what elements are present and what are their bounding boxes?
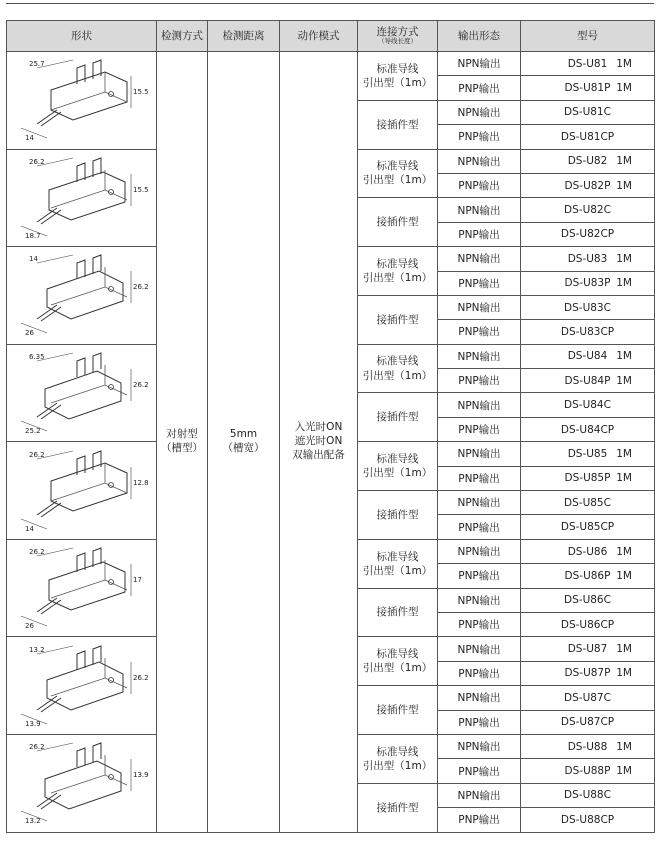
connection-cable-cell [358,52,438,101]
model-number: DS-U83C [564,301,611,314]
connection-cable-line1: 标准导线 [376,452,419,465]
spec-table [6,20,655,833]
model-cell [521,369,655,393]
output-cell: NPN输出 [438,588,521,612]
output-cell: NPN输出 [438,344,521,368]
sensor-diagram [7,249,157,341]
output-cell: PNP输出 [438,661,521,685]
model-cell [521,320,655,344]
top-rule [6,3,654,4]
model-cell [521,539,655,563]
model-cell [521,564,655,588]
model-cell [521,515,655,539]
output-cell: PNP输出 [438,369,521,393]
shape-diagram-cell [7,442,157,540]
output-cell: PNP输出 [438,125,521,149]
cable-length: 1M [616,82,632,95]
header-row [7,21,655,52]
sensor-diagram [7,737,157,829]
dimension-label: 26 [25,329,34,338]
output-cell: NPN输出 [438,198,521,222]
model-number: DS-U81P [564,82,611,95]
action-line2: 遮光时ON [294,434,343,447]
dimension-label: 26.2 [29,548,45,557]
model-cell [521,759,655,783]
output-cell: NPN输出 [438,686,521,710]
model-number: DS-U81 [567,57,608,70]
output-cell: NPN输出 [438,734,521,758]
distance-line2: （槽宽） [222,441,265,454]
model-number: DS-U85P [564,472,611,485]
sensor-diagram [7,640,157,732]
connection-cable-line2: 引出型（1m） [362,76,433,89]
model-number: DS-U84C [564,399,611,412]
dimension-label: 18.7 [25,231,41,240]
output-cell: NPN输出 [438,52,521,76]
connection-cable-line2: 引出型（1m） [362,467,433,480]
model-cell [521,198,655,222]
sensor-body [51,463,127,511]
header-distance: 检测距离 [208,21,280,52]
connection-cable-line1: 标准导线 [376,745,419,758]
output-cell: NPN输出 [438,442,521,466]
output-cell: PNP输出 [438,710,521,734]
connection-cable-cell [358,344,438,393]
model-number: DS-U83CP [560,325,615,338]
connection-cable-line1: 标准导线 [376,257,419,270]
sensor-body [51,72,127,120]
model-cell [521,588,655,612]
shape-diagram-cell [7,539,157,637]
model-cell [521,491,655,515]
dimension-label: 6.35 [29,352,45,361]
sensor-body [47,662,123,710]
cable-length: 1M [616,740,632,753]
sensor-diagram [7,54,157,146]
output-cell: NPN输出 [438,783,521,807]
model-cell [521,686,655,710]
model-number: DS-U82 [567,155,608,168]
model-cell [521,612,655,636]
output-cell: PNP输出 [438,759,521,783]
distance-line1: 5mm [229,428,258,441]
cable-length: 1M [616,155,632,168]
model-number: DS-U87 [567,643,608,656]
model-number: DS-U88 [567,740,608,753]
connection-cable-cell [358,637,438,686]
shape-diagram-cell [7,637,157,735]
cable-length: 1M [616,252,632,265]
connection-cable-cell [358,149,438,198]
model-number: DS-U84 [567,350,608,363]
sensor-diagram [7,445,157,537]
distance-cell [208,52,280,833]
sensor-diagram [7,542,157,634]
dimension-label: 13.9 [133,771,149,780]
model-cell [521,271,655,295]
action-line3: 双输出配备 [292,448,345,461]
output-cell: PNP输出 [438,417,521,441]
output-cell: NPN输出 [438,149,521,173]
connection-cable-line2: 引出型（1m） [362,662,433,675]
output-cell: NPN输出 [438,637,521,661]
connection-cable-line1: 标准导线 [376,160,419,173]
output-cell: PNP输出 [438,271,521,295]
shape-diagram-cell [7,52,157,150]
model-number: DS-U88C [564,789,611,802]
dimension-label: 26.2 [133,283,149,292]
cable-length: 1M [616,569,632,582]
header-shape: 形状 [7,21,157,52]
dimension-label: 13.2 [25,817,41,826]
model-cell [521,661,655,685]
output-cell: NPN输出 [438,393,521,417]
output-cell: NPN输出 [438,100,521,124]
model-number: DS-U85CP [560,521,615,534]
dimension-label: 26.2 [133,380,149,389]
model-number: DS-U87C [564,691,611,704]
connection-cable-line2: 引出型（1m） [362,369,433,382]
connection-cable-line2: 引出型（1m） [362,272,433,285]
sensor-body [47,271,123,319]
model-cell [521,417,655,441]
connection-cable-line1: 标准导线 [376,648,419,661]
cable-length: 1M [616,277,632,290]
connection-cable-line2: 引出型（1m） [362,564,433,577]
dimension-label: 13.2 [29,645,45,654]
model-number: DS-U86P [564,569,611,582]
output-cell: PNP输出 [438,76,521,100]
output-cell: NPN输出 [438,539,521,563]
model-cell [521,52,655,76]
connection-cable-line2: 引出型（1m） [362,174,433,187]
model-cell [521,637,655,661]
cable-length: 1M [616,57,632,70]
dimension-label: 12.8 [133,478,149,487]
dimension-label: 25.2 [25,426,41,435]
model-cell [521,173,655,197]
sensor-body [45,371,121,419]
shape-diagram-cell [7,149,157,247]
header-connection-label: 连接方式 [376,26,419,39]
output-cell: PNP输出 [438,515,521,539]
model-cell [521,125,655,149]
model-cell [521,466,655,490]
model-number: DS-U84CP [560,423,615,436]
header-method: 检测方式 [157,21,208,52]
output-cell: PNP输出 [438,466,521,490]
cable-length: 1M [616,179,632,192]
method-cell [157,52,208,833]
connection-cable-line2: 引出型（1m） [362,759,433,772]
model-number: DS-U82P [564,179,611,192]
cable-length: 1M [616,350,632,363]
model-cell [521,149,655,173]
cable-length: 1M [616,643,632,656]
model-number: DS-U88P [564,765,611,778]
action-cell [280,52,358,833]
dimension-label: 14 [25,134,34,143]
model-cell [521,100,655,124]
model-cell [521,295,655,319]
dimension-label: 26.2 [29,743,45,752]
output-cell: PNP输出 [438,173,521,197]
connection-cable-line1: 标准导线 [376,355,419,368]
cable-length: 1M [616,545,632,558]
dimension-label: 15.5 [133,185,149,194]
header-output: 输出形态 [438,21,521,52]
connection-connector-cell: 接插件型 [358,393,438,442]
dimension-label: 26.2 [29,157,45,166]
model-cell [521,710,655,734]
header-action: 动作模式 [280,21,358,52]
model-number: DS-U81CP [560,130,615,143]
output-cell: NPN输出 [438,247,521,271]
header-model: 型号 [521,21,655,52]
model-cell [521,734,655,758]
output-cell: NPN输出 [438,295,521,319]
connection-cable-line1: 标准导线 [376,62,419,75]
model-cell [521,783,655,807]
connection-cable-cell [358,247,438,296]
cable-length: 1M [616,667,632,680]
model-number: DS-U83 [567,252,608,265]
shape-diagram-cell [7,247,157,345]
output-cell: PNP输出 [438,612,521,636]
connection-connector-cell: 接插件型 [358,686,438,735]
method-line2: （槽型） [161,441,203,454]
sensor-diagram [7,152,157,244]
shape-diagram-cell [7,734,157,832]
table-row [7,52,655,76]
dimension-label: 13.9 [25,719,41,728]
dimension-label: 14 [25,524,34,533]
connection-cable-cell [358,734,438,783]
output-cell: PNP输出 [438,222,521,246]
cable-length: 1M [616,447,632,460]
output-cell: PNP输出 [438,564,521,588]
dimension-label: 17 [133,576,142,585]
model-cell [521,393,655,417]
connection-connector-cell: 接插件型 [358,295,438,344]
model-number: DS-U85C [564,496,611,509]
dimension-label: 25.7 [29,60,45,69]
cable-length: 1M [616,472,632,485]
dimension-label: 26.2 [133,673,149,682]
model-cell [521,344,655,368]
model-number: DS-U87CP [560,716,615,729]
model-number: DS-U81C [564,106,611,119]
model-cell [521,442,655,466]
cable-length: 1M [616,374,632,387]
header-connection [358,21,438,52]
connection-connector-cell: 接插件型 [358,100,438,149]
header-connection-sub: （导线长度） [378,37,417,46]
connection-connector-cell: 接插件型 [358,783,438,832]
dimension-label: 14 [29,255,38,264]
model-number: DS-U86C [564,594,611,607]
method-line1: 对射型 [166,428,198,441]
sensor-body [45,761,121,809]
action-line1: 入光时ON [294,421,343,434]
connection-cable-line1: 标准导线 [376,550,419,563]
model-number: DS-U82C [564,204,611,217]
model-cell [521,808,655,832]
model-cell [521,222,655,246]
model-cell [521,76,655,100]
output-cell: PNP输出 [438,320,521,344]
model-number: DS-U86CP [560,618,615,631]
dimension-label: 26 [25,622,34,631]
connection-cable-cell [358,539,438,588]
connection-connector-cell: 接插件型 [358,198,438,247]
model-number: DS-U82CP [560,228,615,241]
connection-connector-cell: 接插件型 [358,588,438,637]
sensor-diagram [7,347,157,439]
connection-connector-cell: 接插件型 [358,491,438,540]
cable-length: 1M [616,765,632,778]
dimension-label: 26.2 [29,450,45,459]
model-number: DS-U83P [564,277,611,290]
model-number: DS-U85 [567,447,608,460]
output-cell: PNP输出 [438,808,521,832]
model-number: DS-U88CP [560,813,615,826]
model-number: DS-U86 [567,545,608,558]
shape-diagram-cell [7,344,157,442]
model-number: DS-U84P [564,374,611,387]
model-cell [521,247,655,271]
connection-cable-cell [358,442,438,491]
output-cell: NPN输出 [438,491,521,515]
dimension-label: 15.5 [133,88,149,97]
model-number: DS-U87P [564,667,611,680]
